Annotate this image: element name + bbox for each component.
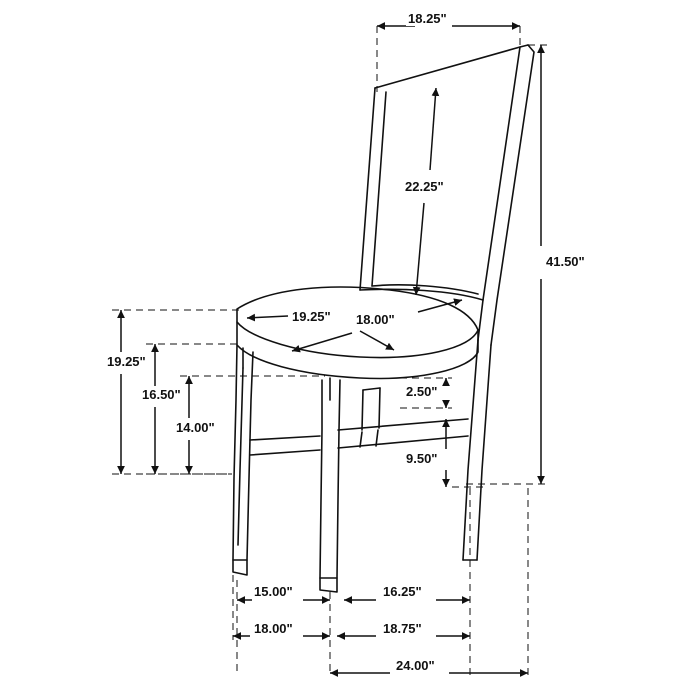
dimension-label-seat-side-depth: 16.25" (383, 584, 422, 599)
dimension-label-base-rear-depth: 18.75" (383, 621, 422, 636)
dimension-label-back-top-width: 18.25" (408, 11, 447, 26)
dimension-label-stretcher-thickness: 2.50" (406, 384, 438, 399)
dimension-label-base-front-depth: 18.00" (254, 621, 293, 636)
dimension-label-overall-depth: 24.00" (396, 658, 435, 673)
dimension-label-seat-height-front: 16.50" (142, 387, 181, 402)
dimension-label-seat-depth-diagonal: 19.25" (292, 309, 331, 324)
dimension-label-seat-width: 18.00" (356, 312, 395, 327)
dimension-label-seat-height-back: 19.25" (107, 354, 146, 369)
dimension-label-stretcher-height: 9.50" (406, 451, 438, 466)
dimension-label-seat-cushion-height: 14.00" (176, 420, 215, 435)
dimension-label-overall-height: 41.50" (546, 254, 585, 269)
dimension-label-back-panel-height: 22.25" (405, 179, 444, 194)
dimension-label-front-leg-spread: 15.00" (254, 584, 293, 599)
